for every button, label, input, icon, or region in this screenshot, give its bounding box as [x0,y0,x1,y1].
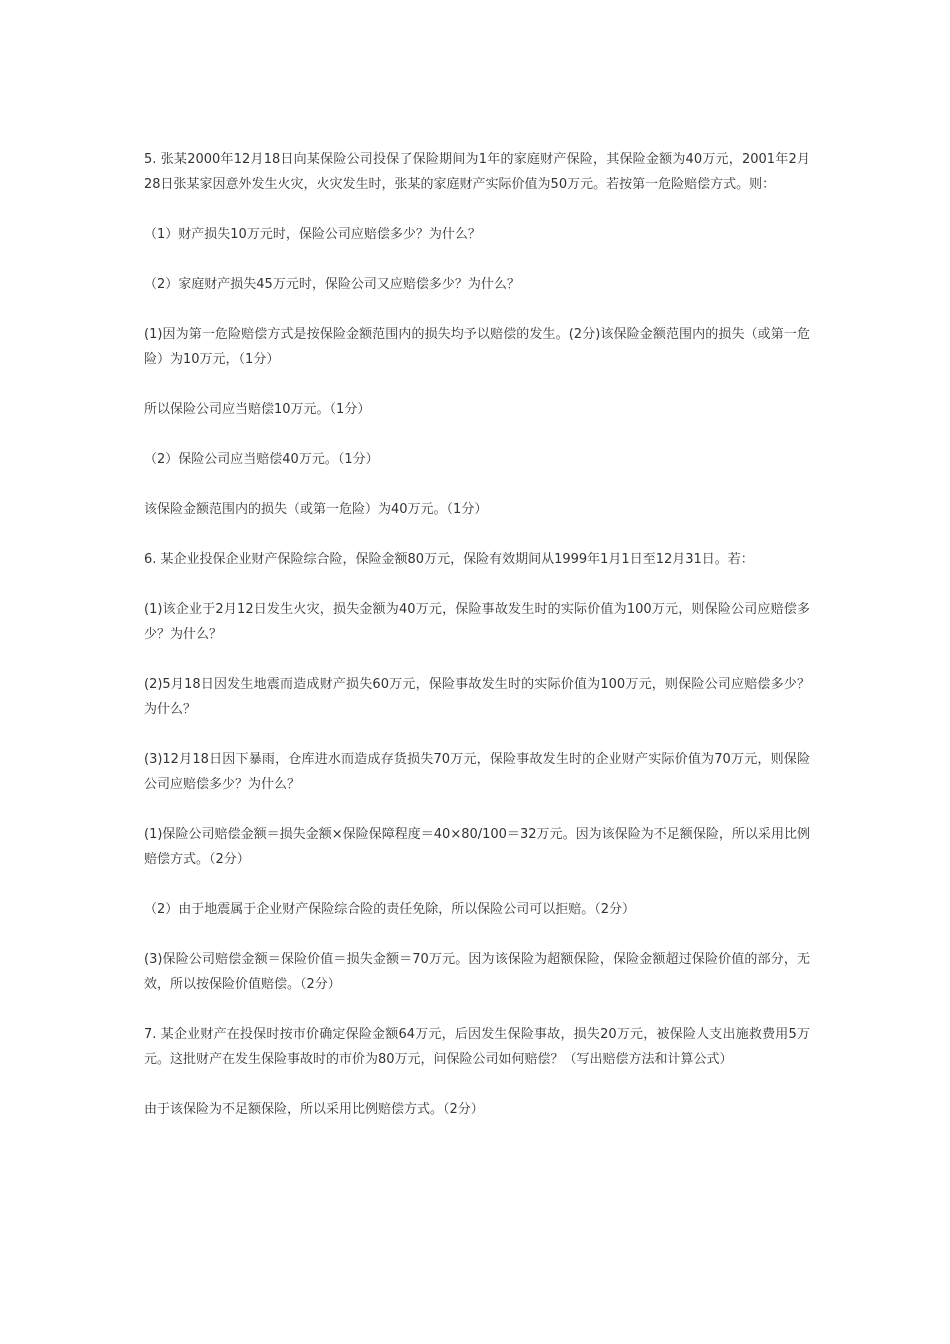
question-6-part-2: (2)5月18日因发生地震而造成财产损失60万元，保险事故发生时的实际价值为100万元，则保险公司应赔偿多少？为什么？ [144,677,810,717]
answer-5-part-2-explanation: 该保险金额范围内的损失（或第一危险）为40万元。（1分） [144,502,488,517]
question-5-part-1: （1）财产损失10万元时，保险公司应赔偿多少？为什么？ [144,227,481,242]
question-6-part-3: (3)12月18日因下暴雨，仓库进水而造成存货损失70万元，保险事故发生时的企业财产实际价值为70万元，则保险公司应赔偿多少？为什么？ [144,752,810,792]
answer-6-part-3: (3)保险公司赔偿金额＝保险价值＝损失金额＝70万元。因为该保险为超额保险，保险金额超过保险价值的部分，无效，所以按保险价值赔偿。（2分） [144,952,810,992]
question-5-stem: 5. 张某2000年12月18日向某保险公司投保了保险期间为1年的家庭财产保险，其保险金额为40万元，2001年2月28日张某家因意外发生火灾，火灾发生时，张某的家庭财产实际价值为50万元。若按第一危险赔偿方式。则： [144,152,810,192]
answer-5-part-1: (1)因为第一危险赔偿方式是按保险金额范围内的损失均予以赔偿的发生。(2分)该保险金额范围内的损失（或第一危险）为10万元，（1分） [144,327,810,367]
question-7-stem: 7. 某企业财产在投保时按市价确定保险金额64万元，后因发生保险事故，损失20万元，被保险人支出施救费用5万元。这批财产在发生保险事故时的市价为80万元，问保险公司如何赔偿？（写出赔偿方法和计算公式） [144,1027,810,1067]
question-6-part-1: (1)该企业于2月12日发生火灾，损失金额为40万元，保险事故发生时的实际价值为100万元，则保险公司应赔偿多少？为什么？ [144,602,810,642]
answer-6-part-2: （2）由于地震属于企业财产保险综合险的责任免除，所以保险公司可以拒赔。（2分） [144,902,636,917]
answer-5-part-2: （2）保险公司应当赔偿40万元。（1分） [144,452,379,467]
answer-5-part-1-conclusion: 所以保险公司应当赔偿10万元。（1分） [144,402,371,417]
question-5-part-2: （2）家庭财产损失45万元时，保险公司又应赔偿多少？为什么？ [144,277,520,292]
document-body [144,147,810,1122]
answer-6-part-1: (1)保险公司赔偿金额＝损失金额×保险保障程度＝40×80/100＝32万元。因为该保险为不足额保险，所以采用比例赔偿方式。（2分） [144,827,810,867]
question-6-stem: 6. 某企业投保企业财产保险综合险，保险金额80万元，保险有效期间从1999年1月1日至12月31日。若： [144,552,754,567]
answer-7-part-1: 由于该保险为不足额保险，所以采用比例赔偿方式。（2分） [144,1102,484,1117]
